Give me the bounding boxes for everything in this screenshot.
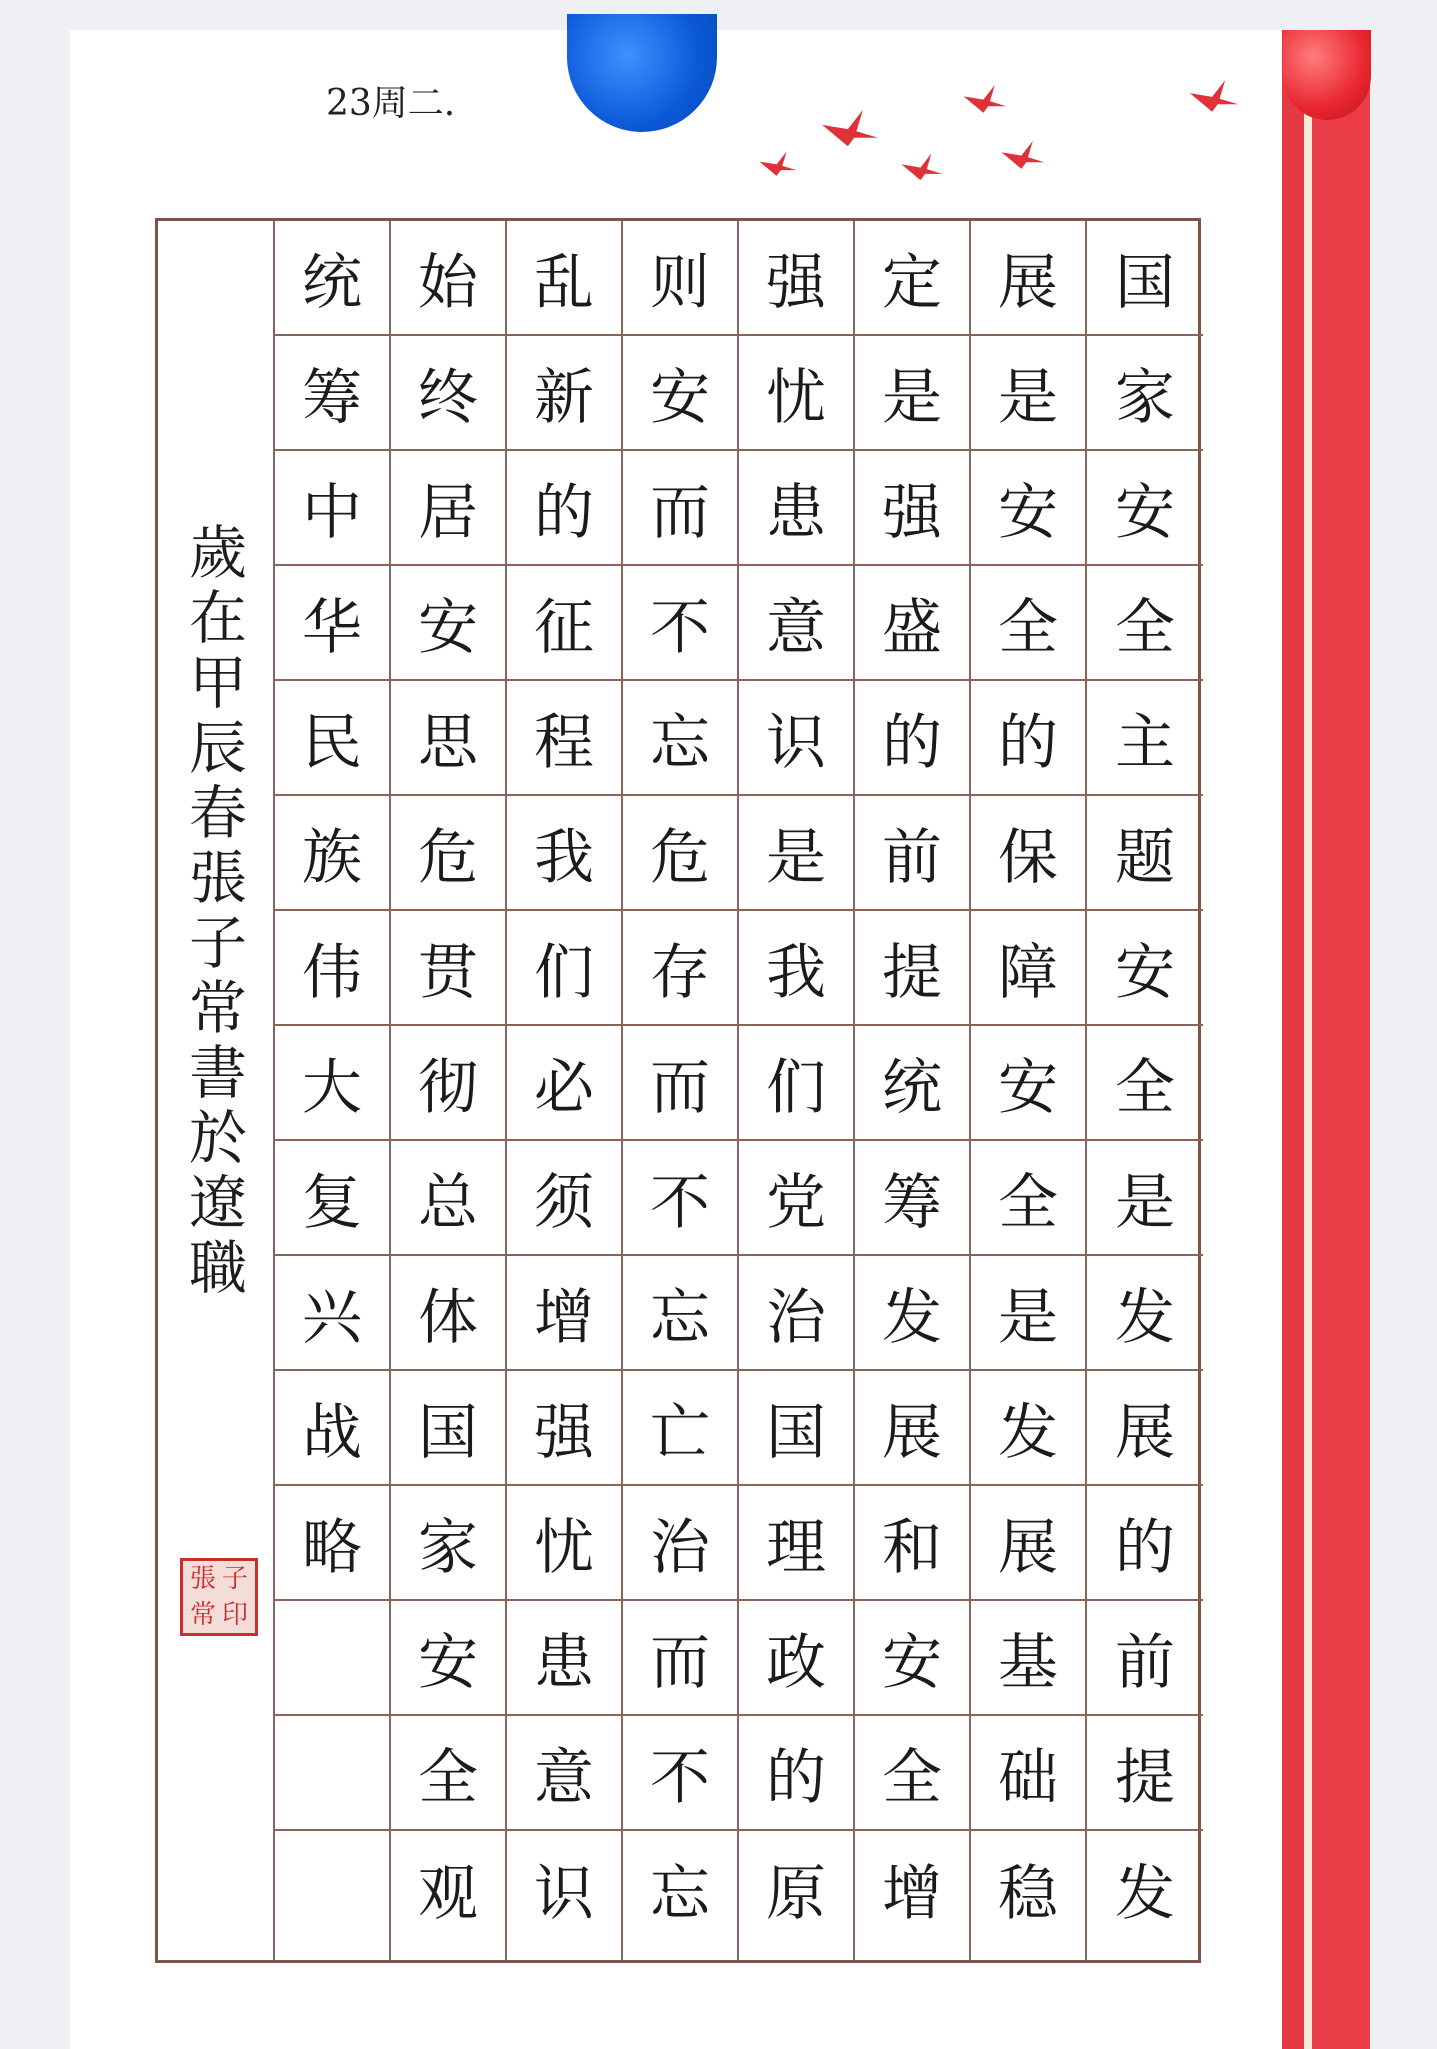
grid-cell: 是	[1087, 1141, 1203, 1256]
grid-cell: 观	[418, 1858, 478, 1929]
grid-cell: 贯	[391, 911, 505, 1026]
grid-cell: 政	[739, 1601, 853, 1716]
grid-cell: 盛	[855, 566, 969, 681]
grid-cell: 和	[855, 1486, 969, 1601]
grid-cell: 展	[971, 221, 1085, 336]
red-border-strip-outer	[1312, 30, 1370, 2049]
grid-cell	[275, 1601, 389, 1716]
grid-cell: 须	[507, 1141, 621, 1256]
grid-cell: 是	[739, 796, 853, 911]
grid-cell: 提	[855, 911, 969, 1026]
grid-cell: 意	[739, 566, 853, 681]
seal-char: 張	[189, 1564, 216, 1594]
grid-cell: 忘	[623, 1256, 737, 1371]
red-border-strip	[1282, 30, 1304, 2049]
grid-cell: 体	[391, 1256, 505, 1371]
grid-cell: 提	[1087, 1716, 1203, 1831]
grid-cell: 居	[391, 451, 505, 566]
grid-cell	[275, 1831, 389, 1946]
text-column	[275, 221, 391, 1960]
grid-cell: 强	[507, 1371, 621, 1486]
seal-char: 印	[221, 1600, 248, 1630]
grid-cell: 前	[855, 796, 969, 911]
grid-cell: 安	[391, 566, 505, 681]
grid-cell: 稳	[998, 1858, 1058, 1929]
grid-cell: 全	[1087, 566, 1203, 681]
grid-cell: 大	[275, 1026, 389, 1141]
text-column	[855, 221, 971, 1960]
grid-cell: 的	[971, 681, 1085, 796]
seal-char: 常	[189, 1600, 216, 1630]
red-bird-icon	[820, 88, 880, 166]
grid-cell: 总	[391, 1141, 505, 1256]
grid-cell: 思	[391, 681, 505, 796]
grid-cell: 安	[855, 1601, 969, 1716]
grid-cell: 危	[391, 796, 505, 911]
grid-cell: 亡	[623, 1371, 737, 1486]
grid-cell: 征	[507, 566, 621, 681]
grid-cell: 则	[623, 221, 737, 336]
grid-cell: 障	[971, 911, 1085, 1026]
red-scroll-knob	[1283, 30, 1371, 120]
grid-cell: 前	[1087, 1601, 1203, 1716]
grid-cell: 不	[623, 1141, 737, 1256]
grid-cell: 忧	[507, 1486, 621, 1601]
grid-cell: 治	[739, 1256, 853, 1371]
grid-cell: 程	[507, 681, 621, 796]
red-bird-icon	[1188, 58, 1240, 132]
grid-cell: 而	[623, 451, 737, 566]
grid-cell: 理	[739, 1486, 853, 1601]
text-column	[391, 221, 507, 1960]
grid-cell: 危	[623, 796, 737, 911]
grid-cell: 础	[971, 1716, 1085, 1831]
grid-cell: 是	[971, 1256, 1085, 1371]
calligraphy-grid	[155, 218, 1201, 1963]
red-seal-stamp	[180, 1558, 258, 1636]
grid-cell: 定	[855, 221, 969, 336]
grid-cell: 国	[1087, 221, 1203, 336]
grid-cell: 家	[1087, 336, 1203, 451]
grid-cell: 患	[507, 1601, 621, 1716]
grid-cell: 新	[507, 336, 621, 451]
grid-cell: 民	[275, 681, 389, 796]
grid-cell: 统	[275, 221, 389, 336]
grid-cell: 安	[971, 1026, 1085, 1141]
grid-cell: 我	[507, 796, 621, 911]
grid-cell: 必	[507, 1026, 621, 1141]
grid-cell: 安	[1087, 911, 1203, 1026]
grid-cell: 强	[855, 451, 969, 566]
red-bird-icon	[900, 140, 944, 192]
grid-cell: 始	[391, 221, 505, 336]
text-column	[1087, 221, 1203, 1960]
grid-cell: 党	[739, 1141, 853, 1256]
grid-cell: 存	[623, 911, 737, 1026]
grid-cell: 全	[855, 1716, 969, 1831]
grid-cell: 国	[739, 1371, 853, 1486]
grid-cell: 意	[507, 1716, 621, 1831]
grid-cell: 原	[766, 1858, 826, 1929]
grid-cell: 筹	[275, 336, 389, 451]
grid-cell: 国	[391, 1371, 505, 1486]
grid-cell: 主	[1087, 681, 1203, 796]
grid-cell: 忧	[739, 336, 853, 451]
grid-cell: 的	[1087, 1486, 1203, 1601]
grid-cell: 安	[391, 1601, 505, 1716]
grid-cell: 是	[971, 336, 1085, 451]
grid-cell: 彻	[391, 1026, 505, 1141]
grid-cell: 治	[623, 1486, 737, 1601]
grid-cell: 题	[1087, 796, 1203, 911]
text-column	[739, 221, 855, 1960]
grid-cell: 安	[623, 336, 737, 451]
grid-cell: 统	[855, 1026, 969, 1141]
grid-cell: 全	[1087, 1026, 1203, 1141]
grid-cell: 们	[507, 911, 621, 1026]
grid-cell: 展	[1087, 1371, 1203, 1486]
grid-cell: 基	[971, 1601, 1085, 1716]
grid-cell	[275, 1716, 389, 1831]
grid-cell: 而	[623, 1026, 737, 1141]
grid-cell: 全	[391, 1716, 505, 1831]
grid-cell: 不	[623, 1716, 737, 1831]
text-column	[507, 221, 623, 1960]
grid-cell: 识	[739, 681, 853, 796]
text-column	[971, 221, 1087, 1960]
grid-cell: 的	[507, 451, 621, 566]
grid-cell: 识	[534, 1858, 594, 1929]
grid-cell: 发	[1087, 1256, 1203, 1371]
grid-cell: 筹	[855, 1141, 969, 1256]
grid-cell: 全	[971, 1141, 1085, 1256]
grid-cell: 是	[855, 336, 969, 451]
grid-cell: 兴	[275, 1256, 389, 1371]
grid-cell: 伟	[275, 911, 389, 1026]
grid-cell: 展	[855, 1371, 969, 1486]
grid-cell: 略	[275, 1486, 389, 1601]
grid-cell: 华	[275, 566, 389, 681]
date-note: 23周二.	[326, 83, 456, 124]
grid-cell: 族	[275, 796, 389, 911]
cream-border-strip	[1304, 30, 1312, 2049]
signature-inscription: 歲在甲辰春張子常書於遼職	[188, 519, 247, 1302]
grid-cell: 安	[971, 451, 1085, 566]
grid-cell: 的	[855, 681, 969, 796]
grid-cell: 强	[739, 221, 853, 336]
grid-cell: 发	[1115, 1858, 1175, 1929]
grid-cell: 复	[275, 1141, 389, 1256]
grid-cell: 家	[391, 1486, 505, 1601]
grid-cell: 展	[971, 1486, 1085, 1601]
seal-char: 子	[221, 1564, 248, 1594]
grid-cell: 忘	[650, 1858, 710, 1929]
grid-cell: 而	[623, 1601, 737, 1716]
grid-cell: 增	[507, 1256, 621, 1371]
grid-cell: 的	[739, 1716, 853, 1831]
grid-cell: 保	[971, 796, 1085, 911]
grid-cell: 患	[739, 451, 853, 566]
grid-cell: 我	[739, 911, 853, 1026]
grid-cell: 不	[623, 566, 737, 681]
signature-panel	[158, 221, 275, 1960]
grid-cell: 中	[275, 451, 389, 566]
grid-cell: 终	[391, 336, 505, 451]
grid-cell: 安	[1087, 451, 1203, 566]
grid-cell: 们	[739, 1026, 853, 1141]
grid-cell: 发	[855, 1256, 969, 1371]
grid-cell: 乱	[507, 221, 621, 336]
grid-cell: 战	[275, 1371, 389, 1486]
grid-cell: 增	[882, 1858, 942, 1929]
red-bird-icon	[962, 76, 1008, 120]
grid-cell: 忘	[623, 681, 737, 796]
grid-cell: 全	[971, 566, 1085, 681]
red-bird-icon	[1000, 126, 1046, 182]
red-bird-icon	[758, 148, 798, 178]
text-column	[623, 221, 739, 1960]
grid-cell: 发	[971, 1371, 1085, 1486]
